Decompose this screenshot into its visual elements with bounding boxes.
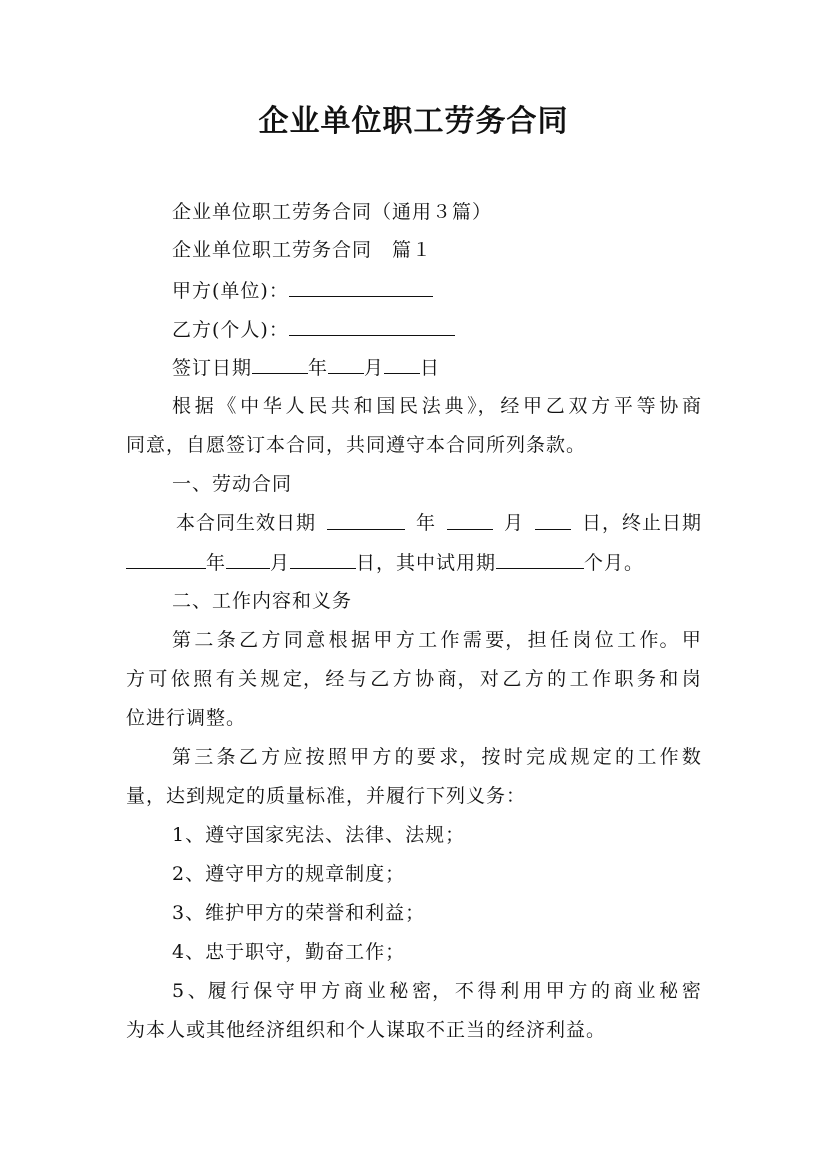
duty5-line1-char: 方 — [568, 980, 589, 1002]
term-start-label: 本合同生效日期 — [176, 512, 317, 534]
party-a-blank[interactable] — [289, 276, 433, 297]
article2-line2-char: 依 — [170, 668, 191, 690]
party-b-label: 乙方(个人)： — [172, 319, 289, 341]
article2-line2-char: 可 — [148, 668, 169, 690]
article3-line1-char: 照 — [327, 746, 348, 768]
article3-line1 — [172, 743, 702, 771]
duty5-line1-char: 业 — [366, 980, 387, 1002]
duty5-line1-char: 、履 — [187, 980, 228, 1002]
article2-line1-char: 意 — [306, 629, 327, 651]
intro-line1-char: 甲 — [523, 395, 544, 417]
sign-date-line — [172, 353, 440, 382]
article3-line1-char: 按 — [481, 746, 502, 768]
article2-line2-char: 定， — [282, 668, 323, 690]
intro-line1-char: 人 — [285, 395, 306, 417]
sign-month-label: 月 — [364, 357, 385, 379]
article3-line1-char: 数 — [681, 746, 702, 768]
article3-line1-char: 甲 — [350, 746, 371, 768]
start-month-blank[interactable] — [447, 509, 493, 530]
end-month-blank[interactable] — [226, 548, 270, 569]
article2-line1-char: 担 — [527, 629, 548, 651]
article3-line1-char: 求， — [439, 746, 480, 768]
article2-line2-char: 有 — [215, 668, 236, 690]
party-b-line — [172, 315, 455, 344]
article3-line1-char: 作 — [659, 746, 680, 768]
article2-line2-char: 方 — [524, 668, 545, 690]
article2-line3: 位进行调整。 — [126, 707, 247, 729]
article2-line2-char: 和 — [659, 668, 680, 690]
term-line1 — [176, 509, 702, 537]
article2-line2-char: 乙 — [370, 668, 391, 690]
duty5-line1-char: 甲 — [545, 980, 566, 1002]
article3-line1-char: 完 — [525, 746, 546, 768]
intro-line1-char: 据 — [194, 395, 215, 417]
article2-line2-char: 的 — [547, 668, 568, 690]
sign-day-blank[interactable] — [384, 353, 420, 374]
document-subtitle: 企业单位职工劳务合同（通用３篇） — [172, 201, 493, 223]
article3-line1-char: 第 — [172, 746, 193, 768]
intro-line1-char: 协 — [659, 395, 680, 417]
duty5-line1-char: 保 — [253, 980, 274, 1002]
intro-line1-char: 方 — [591, 395, 612, 417]
duty5-line1-char: 行 — [230, 980, 251, 1002]
duty-item-1: 1、遵守国家宪法、法律、法规； — [172, 824, 466, 846]
duty5-line1-char: 利 — [500, 980, 521, 1002]
duty5-line1-char: 不 — [454, 980, 475, 1002]
duty5-line1-char: 用 — [522, 980, 543, 1002]
duty-item-5-line2: 为本人或其他经济组织和个人谋取不正当的经济利益。 — [126, 1019, 607, 1041]
article3-line2: 量，达到规定的质量标准，并履行下列义务： — [126, 785, 527, 807]
article2-line2-char: 职 — [614, 668, 635, 690]
term-line2 — [126, 548, 702, 577]
probation-blank[interactable] — [496, 548, 584, 569]
intro-line1-char: 》， — [467, 395, 498, 417]
intro-line1-char: 共 — [330, 395, 351, 417]
sign-date-label: 签订日期 — [172, 357, 253, 379]
article2-line1-char: 第 — [172, 629, 193, 651]
article3-line1-char: 规 — [570, 746, 591, 768]
article2-line1-char: 同 — [283, 629, 304, 651]
intro-line1-char: 《 — [217, 395, 238, 417]
section2-heading: 二、工作内容和义务 — [172, 590, 353, 612]
article2-line1-char: 要， — [485, 629, 526, 651]
intro-line1-char: 商 — [681, 395, 702, 417]
article2-line1-char: 位 — [594, 629, 615, 651]
article3-line1-char: 时 — [503, 746, 524, 768]
sign-year-blank[interactable] — [252, 353, 308, 374]
article3-line1-char: 的 — [394, 746, 415, 768]
end-year-blank[interactable] — [126, 548, 206, 569]
article3-line1-char: 乙 — [238, 746, 259, 768]
article2-line1-char: 甲 — [373, 629, 394, 651]
article2-line1-char: 据 — [351, 629, 372, 651]
duty5-line1-char: 商 — [613, 980, 634, 1002]
intro-paragraph-line2: 同意，自愿签订本合同，共同遵守本合同所列条款。 — [126, 434, 587, 456]
duty5-line1-char: 秘 — [389, 980, 410, 1002]
article3-line1-char: 按 — [305, 746, 326, 768]
part-heading: 企业单位职工劳务合同 篇１ — [172, 239, 433, 261]
article2-line1-char: 任 — [550, 629, 571, 651]
article2-line1-char: 方 — [261, 629, 282, 651]
article2-line1-char: 需 — [462, 629, 483, 651]
duty5-line1-char: 甲 — [298, 980, 319, 1002]
article2-line2-char: 务 — [636, 668, 657, 690]
duty5-line1-char: 得 — [477, 980, 498, 1002]
article2-line2-char: 协 — [415, 668, 436, 690]
intro-line1-char: 和 — [353, 395, 374, 417]
duty5-line1-char: 方 — [321, 980, 342, 1002]
start-month-label: 月 — [503, 512, 524, 534]
intro-line1-char: 华 — [262, 395, 283, 417]
article3-line1-char: 定 — [592, 746, 613, 768]
article2-line2-char: 商， — [437, 668, 478, 690]
article3-line1-char: 工 — [637, 746, 658, 768]
article2-line1-char: 条 — [216, 629, 237, 651]
article3-line1-char: 条 — [216, 746, 237, 768]
article3-line1-char: 的 — [615, 746, 636, 768]
sign-month-blank[interactable] — [328, 353, 364, 374]
intro-line1-char: 中 — [240, 395, 261, 417]
duty5-line1-char: 守 — [275, 980, 296, 1002]
article2-line2-char: 对 — [479, 668, 500, 690]
article2-line2-char: 岗 — [681, 668, 702, 690]
intro-line1-char: 平 — [613, 395, 634, 417]
article3-line1-char: 要 — [416, 746, 437, 768]
start-year-blank[interactable] — [327, 509, 405, 530]
article2-line2-char: 工 — [569, 668, 590, 690]
party-a-label: 甲方(单位)： — [172, 280, 289, 302]
article2-line1 — [172, 626, 702, 654]
article2-line1-char: 乙 — [239, 629, 260, 651]
duty5-line1-char: 密 — [681, 980, 702, 1002]
duty5-line1-char: 商 — [344, 980, 365, 1002]
article2-line2-char: 照 — [193, 668, 214, 690]
end-year-label: 年 — [206, 552, 227, 574]
intro-line1-char: 等 — [636, 395, 657, 417]
end-date-label: 日，终止日期 — [581, 512, 702, 534]
intro-line1-char: 根 — [172, 395, 193, 417]
article2-line1-char: 方 — [395, 629, 416, 651]
article3-line1-char: 应 — [283, 746, 304, 768]
duty-item-2: 2、遵守甲方的规章制度； — [172, 863, 406, 885]
article2-line2-char: 经 — [325, 668, 346, 690]
article2-line1-char: 二 — [194, 629, 215, 651]
article2-line2-char: 与 — [347, 668, 368, 690]
start-year-label: 年 — [415, 512, 436, 534]
party-b-blank[interactable] — [289, 315, 455, 336]
intro-line1-char: 乙 — [545, 395, 566, 417]
article3-line1-char: 方 — [261, 746, 282, 768]
duty-item-3: 3、维护甲方的荣誉和利益； — [172, 902, 426, 924]
intro-line1-char: 民 — [308, 395, 329, 417]
article3-line1-char: 成 — [548, 746, 569, 768]
end-day-blank[interactable] — [290, 548, 356, 569]
article2-line2-char: 方 — [126, 668, 147, 690]
article2-line2-char: 规 — [260, 668, 281, 690]
article3-line1-char: 方 — [372, 746, 393, 768]
document-title: 企业单位职工劳务合同 — [258, 104, 569, 139]
duty5-line1-char: 的 — [591, 980, 612, 1002]
article2-line1-char: 甲 — [681, 629, 702, 651]
end-month-label: 月 — [270, 552, 291, 574]
article2-line1-char: 根 — [328, 629, 349, 651]
duty-item-4: 4、忠于职守，勤奋工作； — [172, 941, 406, 963]
intro-line1-char: 民 — [399, 395, 420, 417]
duty5-line1-char: 秘 — [659, 980, 680, 1002]
sign-year-label: 年 — [308, 357, 329, 379]
section1-heading: 一、劳动合同 — [172, 473, 293, 495]
article2-line1-char: 岗 — [572, 629, 593, 651]
party-a-line — [172, 276, 433, 305]
article2-line2-char: 方 — [392, 668, 413, 690]
article2-line2-char: 乙 — [502, 668, 523, 690]
article2-line1-char: 作。 — [639, 629, 680, 651]
article2-line1-char: 工 — [617, 629, 638, 651]
article2-line2-char: 作 — [592, 668, 613, 690]
duty5-line1-char: 5 — [172, 980, 186, 1002]
article3-line1-char: 三 — [194, 746, 215, 768]
probation-label: 日，其中试用期 — [356, 552, 497, 574]
probation-unit: 个月。 — [584, 552, 645, 574]
intro-line1-char: 法 — [421, 395, 442, 417]
intro-paragraph-line1 — [172, 392, 702, 420]
article2-line1-char: 作 — [440, 629, 461, 651]
duty-item-5-line1 — [172, 977, 702, 1005]
start-day-blank[interactable] — [535, 509, 571, 530]
article2-line2-char: 关 — [238, 668, 259, 690]
article2-line1-char: 工 — [418, 629, 439, 651]
sign-day-label: 日 — [420, 357, 441, 379]
intro-line1-char: 国 — [376, 395, 397, 417]
intro-line1-char: 双 — [568, 395, 589, 417]
duty5-line1-char: 业 — [636, 980, 657, 1002]
article2-line2 — [126, 665, 702, 693]
intro-line1-char: 典 — [444, 395, 465, 417]
duty5-line1-char: 密， — [412, 980, 453, 1002]
intro-line1-char: 经 — [500, 395, 521, 417]
